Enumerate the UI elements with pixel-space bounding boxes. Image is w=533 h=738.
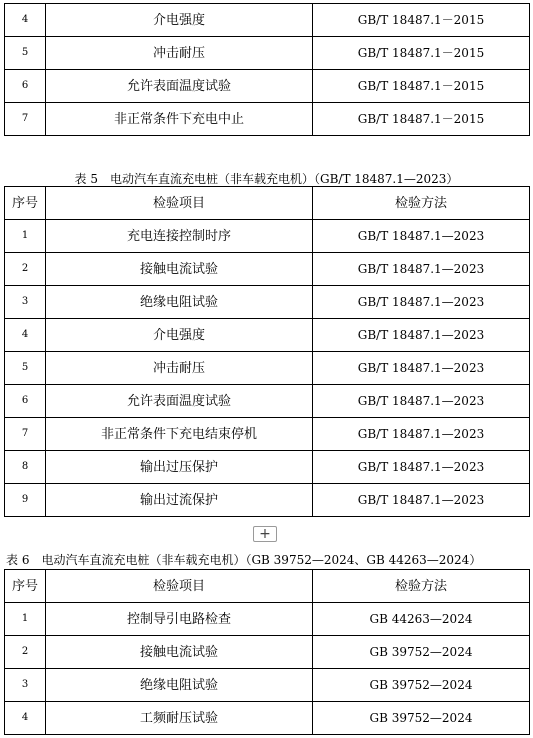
test-item: 冲击耐压 — [46, 352, 313, 385]
test-item: 介电强度 — [46, 319, 313, 352]
test-item: 工频耐压试验 — [46, 702, 313, 735]
table-header-row — [5, 187, 530, 220]
table-row — [5, 385, 530, 418]
test-item: 冲击耐压 — [46, 37, 313, 70]
test-method: GB/T 18487.1—2023 — [313, 385, 530, 418]
test-method: GB/T 18487.1—2023 — [313, 286, 530, 319]
test-item: 接触电流试验 — [46, 253, 313, 286]
row-number: 4 — [5, 702, 46, 735]
header-method: 检验方法 — [313, 570, 530, 603]
test-method: GB/T 18487.1－2015 — [313, 37, 530, 70]
row-number: 4 — [5, 319, 46, 352]
row-number: 6 — [5, 70, 46, 103]
row-number: 7 — [5, 103, 46, 136]
table-row — [5, 418, 530, 451]
header-item: 检验项目 — [46, 187, 313, 220]
row-number: 5 — [5, 352, 46, 385]
table-6-caption: 表 6 电动汽车直流充电桩（非车载充电机）（GB 39752—2024、GB 44263—2024） — [6, 553, 482, 567]
table-row — [5, 286, 530, 319]
test-method: GB/T 18487.1－2015 — [313, 70, 530, 103]
table-6 — [4, 569, 530, 735]
row-number: 3 — [5, 286, 46, 319]
header-method: 检验方法 — [313, 187, 530, 220]
table-4-tail — [4, 3, 530, 136]
table-row — [5, 702, 530, 735]
table-row — [5, 451, 530, 484]
table-row — [5, 352, 530, 385]
row-number: 3 — [5, 669, 46, 702]
test-method: GB 39752—2024 — [313, 636, 530, 669]
table-header-row — [5, 570, 530, 603]
test-item: 绝缘电阻试验 — [46, 286, 313, 319]
table-row — [5, 319, 530, 352]
table-5-caption: 表 5 电动汽车直流充电桩（非车载充电机）（GB/T 18487.1—2023） — [74, 172, 459, 186]
test-item: 允许表面温度试验 — [46, 385, 313, 418]
row-number: 6 — [5, 385, 46, 418]
table-row — [5, 603, 530, 636]
test-method: GB 39752—2024 — [313, 702, 530, 735]
row-number: 7 — [5, 418, 46, 451]
test-item: 输出过压保护 — [46, 451, 313, 484]
table-row — [5, 636, 530, 669]
test-method: GB/T 18487.1—2023 — [313, 418, 530, 451]
test-item: 绝缘电阻试验 — [46, 669, 313, 702]
table-row — [5, 669, 530, 702]
table-row — [5, 103, 530, 136]
row-number: 8 — [5, 451, 46, 484]
table-row — [5, 484, 530, 517]
table-5 — [4, 186, 530, 517]
test-item: 充电连接控制时序 — [46, 220, 313, 253]
table-row — [5, 4, 530, 37]
test-method: GB 39752—2024 — [313, 669, 530, 702]
test-method: GB/T 18487.1—2023 — [313, 484, 530, 517]
test-item: 非正常条件下充电结束停机 — [46, 418, 313, 451]
row-number: 9 — [5, 484, 46, 517]
row-number: 2 — [5, 253, 46, 286]
row-number: 1 — [5, 603, 46, 636]
test-method: GB/T 18487.1—2023 — [313, 319, 530, 352]
test-item: 非正常条件下充电中止 — [46, 103, 313, 136]
table-row — [5, 70, 530, 103]
plus-icon: + — [259, 526, 271, 542]
test-method: GB/T 18487.1—2023 — [313, 220, 530, 253]
row-number: 1 — [5, 220, 46, 253]
test-item: 允许表面温度试验 — [46, 70, 313, 103]
row-number: 4 — [5, 4, 46, 37]
header-no: 序号 — [5, 187, 46, 220]
test-method: GB/T 18487.1－2015 — [313, 4, 530, 37]
table-row — [5, 37, 530, 70]
test-item: 输出过流保护 — [46, 484, 313, 517]
row-number: 5 — [5, 37, 46, 70]
test-method: GB/T 18487.1—2023 — [313, 253, 530, 286]
table-row — [5, 220, 530, 253]
test-method: GB/T 18487.1—2023 — [313, 352, 530, 385]
test-method: GB/T 18487.1－2015 — [313, 103, 530, 136]
test-item: 介电强度 — [46, 4, 313, 37]
table-row — [5, 253, 530, 286]
test-item: 控制导引电路检查 — [46, 603, 313, 636]
header-no: 序号 — [5, 570, 46, 603]
expand-button[interactable] — [253, 526, 277, 542]
test-method: GB/T 18487.1—2023 — [313, 451, 530, 484]
test-item: 接触电流试验 — [46, 636, 313, 669]
test-method: GB 44263—2024 — [313, 603, 530, 636]
row-number: 2 — [5, 636, 46, 669]
header-item: 检验项目 — [46, 570, 313, 603]
